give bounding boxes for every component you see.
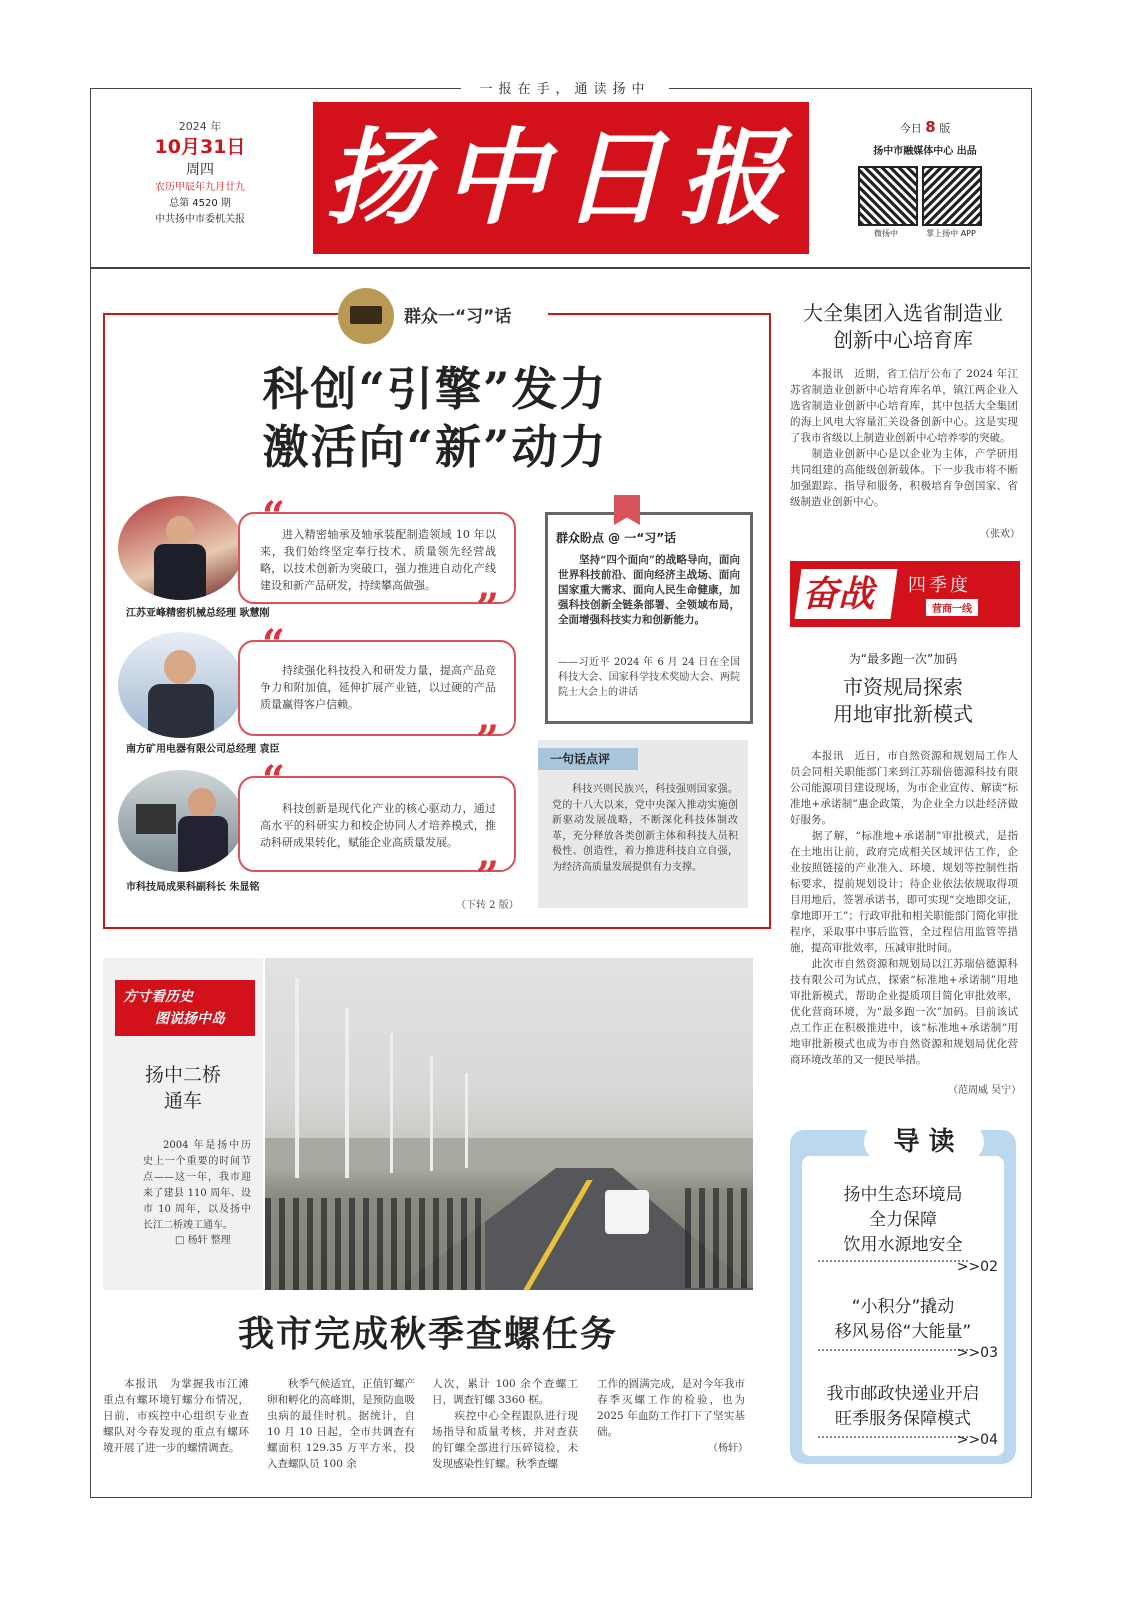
guide-item-1-line-1: 扬中生态环境局 [843, 1185, 963, 1205]
guide-item-2-line-1: “小积分”撬动 [851, 1297, 955, 1317]
guide-item-1-page: >>02 [956, 1259, 998, 1275]
photo-person-3 [118, 770, 244, 872]
slogan: 一报在手，通读扬中 [0, 78, 1130, 97]
history-tag [115, 980, 255, 1036]
date-block [110, 118, 290, 228]
quote-bubble-1 [238, 493, 516, 632]
spotlight-title: 群众盼点 @ 一“习”话 [556, 531, 677, 545]
pages-today: 今日 8 版 [899, 118, 951, 136]
quote-text-2: 持续强化科技投入和研发力量，提高产品竞争力和附加值，延伸扩展产业链，以过硬的产品质量赢得客户信赖。 [260, 664, 496, 711]
lamp-post [430, 1056, 433, 1171]
snail-col-4: 工作的圆满完成，是对今年我市春季灭螺工作的检验，也为 2025 年血防工作打下了坚实基础。 [597, 1378, 745, 1438]
crowd-right [685, 1188, 753, 1288]
history-byline: □ 杨轩 整理 [175, 1235, 231, 1246]
guide-item-1[interactable] [802, 1183, 1004, 1275]
qr-code-wechat[interactable] [858, 166, 918, 226]
close-quote-icon: ” [476, 585, 500, 632]
land-story-body: 本报讯 近日，市自然资源和规划局工作人员会同相关职能部门来到江苏瑞倍德源科技有限公司能源项目建设现场，为市企业宣传、解读“标准地+承诺制”惠企政策，为企业全力以赴经济做好服务。 据了解，“标准地+承诺制”审批模式，是指在土地出让前，政府完成相关区域评估工作，企业按照链接的产业准入、环境、规划等控制性指标要求，提前规划设计；待企业依法依规取得项目用地后，签署承诺书，即可实现“交地即交证，拿地即开工”；行政审批和相关职能部门简化审批程序，采取事中事后监管，全过程信用监管等措施，提高审批效率，压减审批时间。 此次市自然资源和规划局以江苏瑞倍德源科技有限公司为试点，探索“标准地+承诺制”用地审批新模式，帮助企业提质项目简化审批效率，优化营商环境，为“最多跑一次”加码。目前该试点工作正在积极推进中，该“标准地+承诺制”用地审批新模式也成为市自然资源和规划局优化营商环境改革的又一便民举措。 [790, 750, 1018, 1066]
photo-person-1 [118, 496, 244, 600]
land-title-1: 市资规局探索 [843, 675, 963, 699]
feature-badge-text: 群众一“习”话 [404, 307, 512, 327]
open-quote-icon: “ [262, 621, 286, 668]
weekday: 周四 [186, 162, 214, 178]
snail-headline: 我市完成秋季查螺任务 [237, 1313, 618, 1355]
snail-col-1: 本报讯 为掌握我市江滩重点有螺环境钉螺分布情况，日前，市疾控中心组织专业查螺队对今春发现的重点有螺环境开展了进一步的螺情调查。 [103, 1378, 249, 1454]
lunar-date: 农历甲辰年九月廿九 [155, 182, 245, 193]
guide-item-2-line-2: 移风易俗“大能量” [834, 1322, 972, 1342]
lamp-post [345, 1008, 349, 1178]
qr2-label: 掌上扬中 APP [926, 229, 976, 238]
photo-person-2 [118, 632, 244, 738]
history-tag-1: 方寸看历史 [123, 989, 193, 1005]
headline-line-2: 激活向“新”动力 [262, 420, 608, 474]
snail-col-3: 人次，累计 100 余个查螺工日，调查钉螺 3360 框。 疾控中心全程跟队进行现场指导和质量考核，并对查获的钉螺全部进行压碎镜检，未发现感染性钉螺。秋季查螺 [432, 1378, 578, 1470]
history-body: 2004 年是扬中历史上一个重要的时间节点——这一年，我市迎来了建县 110 周年、设市 10 周年，以及扬中长江二桥竣工通车。 [143, 1140, 251, 1231]
lamp-post [390, 1033, 393, 1173]
date: 10月31日 [154, 136, 246, 158]
spotlight-box [545, 512, 753, 724]
newspaper-title: 扬中日报 [324, 116, 797, 239]
land-story-byline: （范周威 吴宁） [948, 1085, 1022, 1096]
history-title-2: 通车 [163, 1090, 202, 1112]
banner-big-text: 奋战 [802, 573, 875, 615]
bridge-photo [265, 958, 753, 1290]
land-kicker: 为“最多跑一次”加码 [848, 652, 958, 666]
land-story-head [786, 650, 1020, 728]
guide-item-3-page: >>04 [956, 1432, 998, 1448]
quote-bubble-2 [238, 621, 516, 764]
qr1-label: 微扬中 [874, 229, 898, 238]
quarter-banner [790, 561, 1020, 627]
snail-col-2: 秋季气候适宜，正值钉螺产卵和孵化的高峰期，是预防血吸虫病的最佳时机。据统计，自 10 月 10 日起，全市共调查有螺面积 129.35 万平方米，投入查螺队员 100 余 [267, 1378, 415, 1470]
guide-title: 导 读 [864, 1122, 984, 1162]
guide-item-1-line-2: 全力保障 [869, 1210, 937, 1230]
guide-item-1-line-3: 饮用水源地安全 [843, 1235, 963, 1255]
issue-number: 总第 4520 期 [169, 198, 231, 209]
comment-title: 一句话点评 [538, 748, 638, 770]
quote-person-1: 江苏亚峰精密机械总经理 耿慧刚 [126, 608, 270, 619]
guide-item-2-page: >>03 [956, 1345, 998, 1361]
right-story-title-1: 大全集团入选省制造业 [803, 301, 1003, 325]
banner-season: 四季度 [908, 575, 971, 596]
right-story-byline: （张欢） [980, 529, 1020, 540]
feature-headline [103, 360, 767, 476]
right-story-body: 本报讯 近期，省工信厅公布了 2024 年江苏省制造业创新中心培育库名单，镇江两企业入选省制造业创新中心培育库，其中包括大全集团的海上风电大容量汇关设备创新中心。这是实现了我市省级以上制造业创新中心培养零的突破。 制造业创新中心是以企业为主体，产学研用共同组建的高能级创新载体。下一步我市将不断加强跟踪、指导和服务，积极培育争创国家、省级制造业创新中心。 [790, 368, 1018, 508]
guide-item-3-line-2: 旺季服务保障模式 [835, 1409, 971, 1429]
quote-person-3: 市科技局成果科副科长 朱显铭 [126, 882, 260, 893]
history-block [103, 958, 753, 1290]
comment-text: 科技兴则民族兴，科技强则国家强。党的十八大以来，党中央深入推动实施创新驱动发展战略，不断深化科技体制改革，充分释放各类创新主体和科技人员积极性、创造性，着力推进科技自立自强，为经济高质量发展提供有力支撑。 [552, 784, 738, 873]
lamp-post [295, 978, 299, 1178]
publisher: 扬中市融媒体中心 出品 [873, 146, 977, 157]
guide-item-2[interactable] [802, 1295, 1004, 1361]
masthead-title-box [313, 102, 809, 254]
open-quote-icon: “ [262, 757, 286, 804]
close-quote-icon: ” [476, 717, 500, 764]
quote-text-3: 科技创新是现代化产业的核心驱动力，通过高水平的科研实力和校企协同人才培养模式，推动科研成果转化，赋能企业高质量发展。 [260, 802, 496, 849]
comment-box [538, 740, 748, 908]
open-quote-icon: “ [262, 493, 286, 540]
headline-line-1: 科创“引擎”发力 [262, 362, 608, 416]
land-title-2: 用地审批新模式 [833, 702, 973, 726]
guide-item-3-line-1: 我市邮政快递业开启 [826, 1384, 980, 1404]
right-story-title-2: 创新中心培育库 [833, 328, 973, 352]
spotlight-source: ——习近平 2024 年 6 月 24 日在全国科技大会、国家科学技术奖励大会、两院院士大会上的讲话 [558, 657, 740, 698]
history-tag-2: 图说扬中岛 [155, 1011, 225, 1027]
quote-person-2: 南方矿用电器有限公司总经理 袁臣 [126, 744, 280, 755]
ribbon-icon [614, 495, 640, 525]
feature-badge [338, 286, 548, 346]
book-shape [350, 306, 382, 324]
qr-code-app[interactable] [922, 166, 982, 226]
continued-note[interactable]: （下转 2 版） [456, 900, 519, 911]
van [605, 1190, 649, 1234]
masthead-right [850, 118, 1000, 157]
organization: 中共扬中市委机关报 [155, 214, 245, 225]
guide-item-3[interactable] [802, 1382, 1004, 1448]
quote-text-1: 进入精密轴承及轴承装配制造领域 10 年以来，我们始终坚定奉行技术、质量领先经营战略，以技术创新为突破口，强力推进自动化产线建设和新产品研发，持续攀高做强。 [260, 528, 496, 592]
crowd [265, 1198, 485, 1290]
history-title-1: 扬中二桥 [144, 1064, 221, 1086]
snail-byline: （杨轩） [708, 1443, 748, 1454]
bridge-deck [265, 1138, 753, 1168]
spotlight-text: 坚持“四个面向”的战略导向，面向世界科技前沿、面向经济主战场、面向国家重大需求、面向人民生命健康，加强科技创新全链条部署、全领域布局，全面增强科技实力和创新能力。 [558, 554, 740, 626]
close-quote-icon: ” [476, 853, 500, 900]
history-title [103, 1062, 263, 1114]
quote-bubble-3 [238, 757, 516, 900]
year: 2024 年 [178, 120, 222, 133]
masthead-divider [90, 267, 1030, 269]
right-story-title [786, 300, 1020, 354]
lamp-post [465, 1073, 468, 1168]
banner-sub: 营商一线 [926, 599, 978, 616]
